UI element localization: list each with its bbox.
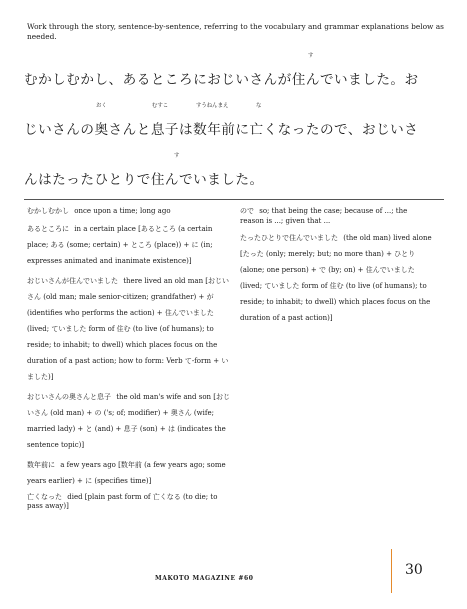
vocab-term: むかしむかし: [27, 207, 69, 215]
vocab-term: 数年前に: [27, 460, 55, 469]
section-divider: [24, 199, 444, 200]
vocab-column-right: [240, 207, 433, 330]
vocab-term: おじいさんが住んでいました: [27, 276, 118, 285]
story-line-2-text: じいさんの奥さんと息子は数年前に亡くなったので、おじいさ: [24, 122, 419, 138]
story-text: [24, 40, 454, 190]
vocab-term: おじいさんの奥さんと息子: [27, 392, 111, 401]
vocab-term: たったひとりで住んでいました: [240, 234, 338, 242]
story-line-3: [24, 140, 454, 190]
vocab-column-left: [27, 207, 230, 516]
story-line-2: [24, 90, 454, 140]
vocab-entry: [27, 221, 230, 269]
vocab-term: ので: [240, 207, 254, 215]
vocab-gloss: a few years ago [数年前 (a few years ago; some years earlier) + に (specifies time)]: [27, 460, 226, 485]
vocab-entry: [27, 493, 230, 512]
vocab-entry: [27, 457, 230, 489]
vocab-gloss: there lived an old man [おじいさん (old man; male senior-citizen; grandfather) + が (identifies who performs the action) + 住んでいました (lived; ていました form of 住む (to live (of humans); to reside; to inhabit; to dwell) which places focus on the duration of a past action; how to form: Verb て-form + いました)]: [27, 276, 230, 381]
footer-accent-line: [391, 549, 392, 593]
vocab-term: あるところに: [27, 224, 69, 233]
furigana-su: す: [308, 53, 314, 59]
story-line-1: [24, 40, 454, 90]
vocab-term: 亡くなった: [27, 492, 62, 501]
vocab-gloss: the old man's wife and son [おじいさん (old man) + の ('s; of; modifier) + 奥さん (wife; married lady) + と (and) + 息子 (son) + は (indicates the sentence topic)]: [27, 392, 230, 449]
vocab-entry: [27, 273, 230, 385]
furigana-musuko: むすこ: [152, 103, 169, 109]
vocab-gloss: in a certain place [あるところ (a certain place; ある (some; certain) + ところ (place)) + に (in; expresses animated and inanimate existence)]: [27, 224, 213, 265]
instructions: Work through the story, sentence-by-sentence, referring to the vocabulary and grammar explanations below as needed.: [27, 22, 444, 41]
vocab-entry: [27, 207, 230, 217]
page-number: 30: [405, 562, 423, 578]
vocab-gloss: so; that being the case; because of ...; the reason is ...; given that ...: [240, 207, 408, 225]
vocab-gloss: died [plain past form of 亡くなる (to die; to pass away)]: [27, 492, 218, 510]
vocab-gloss: once upon a time; long ago: [74, 207, 171, 215]
vocab-entry: [27, 389, 230, 453]
furigana-suunenmae: すうねんまえ: [196, 103, 229, 109]
magazine-name: MAKOTO MAGAZINE #60: [155, 575, 254, 582]
furigana-na: な: [256, 103, 262, 109]
story-line-3-text: んはたったひとりで住んでいました。: [24, 172, 264, 188]
vocab-entry: [240, 207, 433, 226]
furigana-su-2: す: [174, 153, 180, 159]
vocab-gloss: (the old man) lived alone [たった (only; merely; but; no more than) + ひとり (alone; one person) + で (by; on) + 住んでいました (lived; ていました form of 住む (to live (of humans); to reside; to inhabit; to dwell) which places focus on the duration of a past action)]: [240, 234, 432, 322]
story-line-1-text: むかしむかし、あるところにおじいさんが住んでいました。お: [24, 72, 419, 88]
vocab-entry: [240, 230, 433, 326]
furigana-oku: おく: [96, 103, 107, 109]
